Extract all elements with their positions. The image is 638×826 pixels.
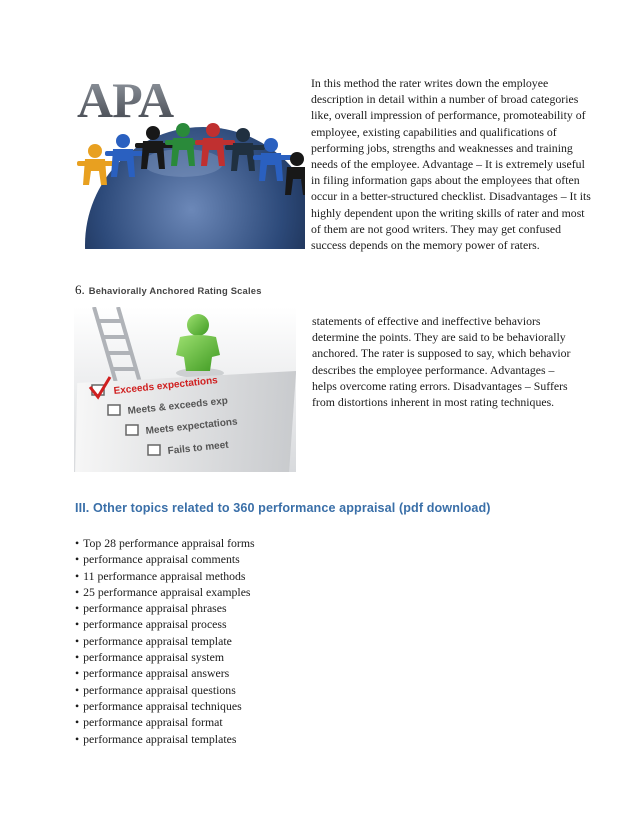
topic-link[interactable] [75,665,255,681]
topic-label[interactable]: 25 performance appraisal examples [83,584,251,599]
apa-illustration [73,73,305,249]
topic-link[interactable] [75,633,255,649]
other-topics-list [75,535,255,747]
topic-link[interactable] [75,584,255,600]
bars-illustration [74,307,296,472]
apa-description: In this method the rater writes down the employee description in detail within a number of broad categories like, overall impression of performance, promoteability of employee, existing capabilities and qualifications of performing jobs, strengths and weaknesses and training needs of the employee. Advantage – It is extremely useful in filing information gaps about the employees that often occur in a better-structured checklist. Disadvantages – It its highly dependent upon the writing skills of rater and most of them are not good writers. They may get confused success depends on the memory power of raters. [311,76,591,253]
bars-heading-number: 6. [75,282,85,297]
topic-label[interactable]: performance appraisal phrases [83,601,227,616]
bullet-icon: • [75,633,80,648]
bullet-icon: • [75,731,80,746]
topic-label[interactable]: performance appraisal questions [83,682,236,697]
bars-heading-title: Behaviorally Anchored Rating Scales [88,285,262,296]
topic-label[interactable]: performance appraisal template [83,633,232,648]
topic-label[interactable]: 11 performance appraisal methods [83,568,246,583]
topic-link[interactable] [75,551,255,567]
topic-link[interactable] [75,649,255,665]
bullet-icon: • [75,617,80,632]
checklist-item-4: Fails to meet [167,439,230,457]
apa-logo-text: APA [77,73,174,128]
other-topics-heading: III. Other topics related to 360 performance appraisal (pdf download) [75,501,491,515]
bullet-icon: • [75,536,80,550]
bullet-icon: • [75,682,80,697]
bullet-icon: • [75,698,80,713]
topic-link[interactable] [75,568,255,584]
bullet-icon: • [75,650,80,665]
topic-link[interactable] [75,682,255,698]
topic-label[interactable]: performance appraisal templates [83,731,237,746]
bullet-icon: • [75,601,80,616]
checklist-item-3: Meets expectations [145,416,239,437]
topic-link[interactable] [75,714,255,730]
bullet-icon: • [75,552,80,567]
bullet-icon: • [75,715,80,730]
topic-link[interactable] [75,616,255,632]
topic-link[interactable] [75,535,255,551]
checklist-item-1: Exceeds expectations [113,375,219,397]
topic-label[interactable]: performance appraisal comments [83,552,240,567]
topic-link[interactable] [75,600,255,616]
topic-label[interactable]: Top 28 performance appraisal forms [83,536,255,550]
topic-label[interactable]: performance appraisal process [83,617,227,632]
topic-label[interactable]: performance appraisal answers [83,666,230,681]
bullet-icon: • [75,584,80,599]
topic-label[interactable]: performance appraisal format [83,715,223,730]
topic-label[interactable]: performance appraisal techniques [83,698,242,713]
bullet-icon: • [75,568,80,583]
checklist-item-2: Meets & exceeds exp [127,395,229,417]
bullet-icon: • [75,666,80,681]
topic-label[interactable]: performance appraisal system [83,650,224,665]
bars-description: statements of effective and ineffective behaviors determine the points. They are said to be behaviorally anchored. The rater is supposed to say, which behavior describes the employee performance. Advantages – helps overcome rating errors. Disadvantages – Suffers from distortions inherent in most rating techniques. [312,314,571,410]
topic-link[interactable] [75,731,255,747]
topic-link[interactable] [75,698,255,714]
bars-heading [75,281,375,299]
